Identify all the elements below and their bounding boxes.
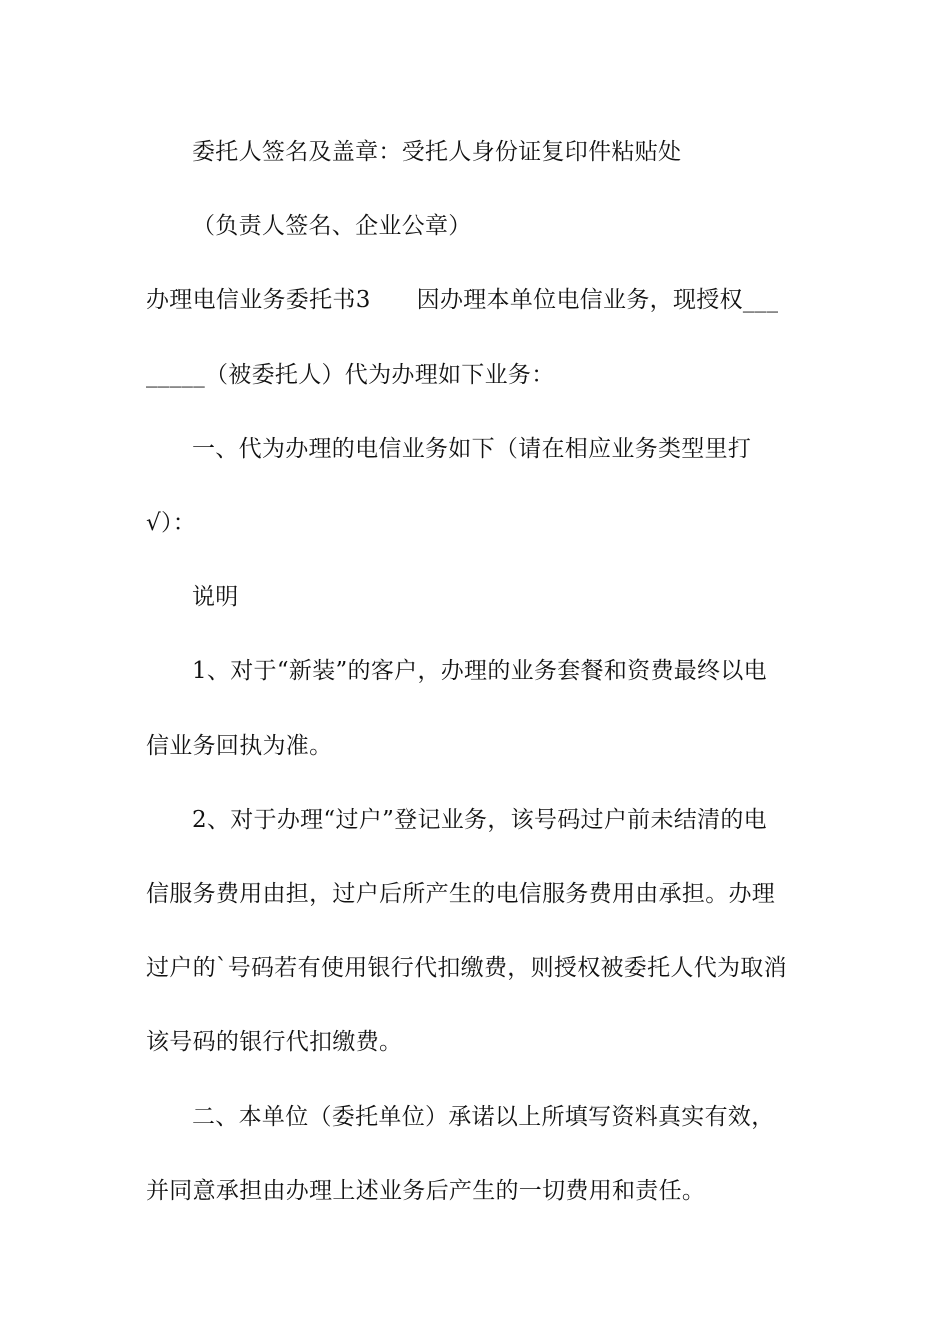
note-one-text-2: 信业务回执为准。 [146,733,333,759]
signature-text: 委托人签名及盖章：受托人身份证复印件粘贴处 [192,139,682,165]
signer-note [192,211,852,241]
note-one-line-2 [146,731,806,761]
note-two-text-2: 信服务费用由担，过户后所产生的电信服务费用由承担。办理 [146,881,776,907]
section-one-line-2 [146,508,806,538]
notes-heading-text: 说明 [192,584,239,610]
signature-line [192,137,852,167]
note-one-line-1 [192,656,852,686]
section-two-text-1: 二、本单位（委托单位）承诺以上所填写资料真实有效， [192,1104,775,1130]
note-two-line-3 [146,953,806,983]
note-two-line-2 [146,879,806,909]
section-one-text-1: 一、代为办理的电信业务如下（请在相应业务类型里打 [192,436,752,462]
note-one-text-1: 1、对于“新装”的客户，办理的业务套餐和资费最终以电 [192,658,767,684]
section-two-line-1 [192,1102,852,1132]
notes-heading [192,582,852,612]
note-two-line-4 [146,1027,806,1057]
note-two-text-4: 该号码的银行代扣缴费。 [146,1029,403,1055]
section-two-line-2 [146,1176,806,1206]
note-two-text-1: 2、对于办理“过户”登记业务，该号码过户前未结清的电 [192,807,767,833]
section-two-text-2: 并同意承担由办理上述业务后产生的一切费用和责任。 [146,1178,706,1204]
authorization-continuation [146,360,806,390]
authorization-continuation-text: _____（被委托人）代为办理如下业务： [146,362,555,388]
authorization-intro: 因办理本单位电信业务，现授权___ [416,287,779,313]
authorization-title-line [146,285,806,315]
note-two-text-3: 过户的`号码若有使用银行代扣缴费，则授权被委托人代为取消 [146,955,787,981]
signer-note-text: （负责人签名、企业公章） [192,213,472,239]
section-one-line-1 [192,434,852,464]
section-one-text-2: √）： [146,510,197,536]
document-title: 办理电信业务委托书3 [146,287,371,313]
note-two-line-1 [192,805,852,835]
